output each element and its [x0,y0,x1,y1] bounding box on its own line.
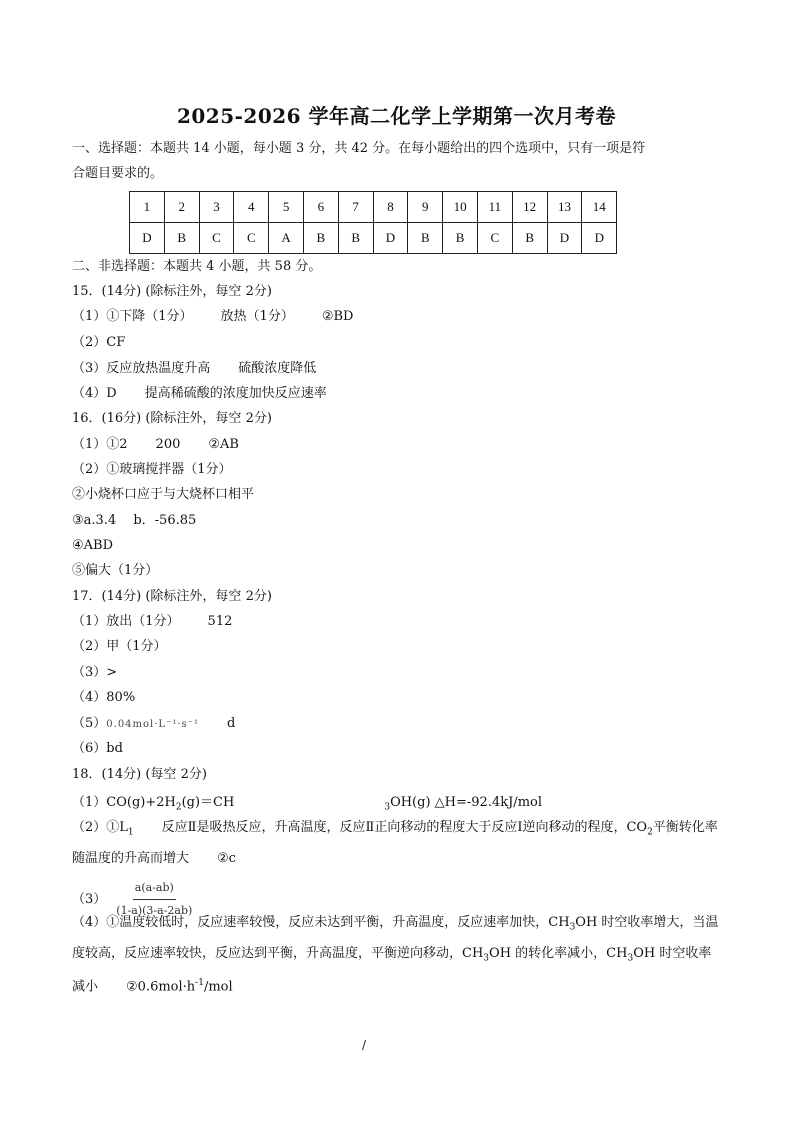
answer-cell: B [512,223,547,254]
subscript: 1 [127,827,134,838]
question-number: 3 [199,192,234,223]
question-number: 11 [477,192,512,223]
question-number: 2 [164,192,199,223]
question-number: 5 [269,192,304,223]
answer-cell: D [582,223,617,254]
equation-part: （1）CO(g)+2H [72,795,176,810]
question-number: 10 [443,192,478,223]
q17-answer-5 [72,716,235,733]
q17-answer-4: （4）80% [72,690,136,705]
answer-text: 反应Ⅱ是吸热反应，升高温度，反应Ⅱ正向移动的程度大于反应Ⅰ逆向移动的程度， [161,820,627,835]
answer-cell: C [234,223,269,254]
q17-header: 17．(14分) (除标注外，每空 2分) [72,589,272,604]
answer-text: 平衡转化率随温度的升高而增大 [72,820,718,866]
q17-answer-1 [72,614,232,630]
subscript: 3 [384,802,391,813]
q16-answer-3: ②小烧杯口应于与大烧杯口相平 [72,487,255,502]
q17-answer-6: （6）bd [72,741,123,756]
answer-table-number-row [130,192,617,223]
answer-cell: B [443,223,478,254]
section2-header: 二、非选择题：本题共 4 小题，共 58 分。 [72,259,322,274]
answer-cell: B [338,223,373,254]
answer-cell: D [130,223,165,254]
answer-text: ②c [217,850,236,866]
q15-answer-2: （2）CF [72,335,126,350]
answer-text: （1）①下降（1分） [72,309,193,324]
answer-text: /mol [203,979,233,995]
answer-text: OH 的转化率减小，CH [489,945,628,961]
q16-answer-6: ⑤偏大（1分） [72,563,159,578]
answer-text: （2）①L [72,820,128,835]
answer-text: OH 时空收率增大，当温度较高，反应速率较快，反应达到平衡，升高温度，平衡逆向移动，CH [72,915,719,961]
q15-answer-3 [72,361,316,377]
subscript: 3 [483,953,490,964]
answer-text: （3） [72,892,107,907]
q17-answer-2: （2）甲（1分） [72,639,167,654]
answer-text: OH 时空收率减小 [72,945,712,995]
q15-answer-1 [72,309,353,325]
question-number: 8 [373,192,408,223]
q18-answer-2 [72,815,724,871]
question-number: 1 [130,192,165,223]
section1-instructions-cont: 合题目要求的。 [72,166,164,181]
equation-part: OH(g) △H=-92.4kJ/mol [390,795,542,810]
fraction-numerator: a(a-ab) [133,878,176,900]
q17-answer-3: （3）> [72,665,118,680]
answer-cell: C [477,223,512,254]
superscript: -1 [195,978,204,989]
question-number: 12 [512,192,547,223]
subscript: 2 [647,827,653,838]
answer-text: （1）放出（1分） [72,614,180,629]
answer-text: （5） [72,716,107,731]
rate-formula: 0.04mol·L⁻¹·s⁻¹ [106,719,199,730]
answer-cell: B [408,223,443,254]
fraction-denominator: (1-a)(3-a-2ab) [116,904,193,917]
answer-text: 提高稀硫酸的浓度加快反应速率 [144,386,327,401]
answer-table [129,191,617,254]
question-number: 6 [303,192,338,223]
question-number: 4 [234,192,269,223]
answer-cell: D [373,223,408,254]
answer-text: 512 [207,614,233,629]
q16-answer-2: （2）①玻璃搅拌器（1分） [72,462,232,477]
subscript: 3 [627,953,634,964]
answer-text: （4）①温度较低时，反应速率较慢，反应未达到平衡，升高温度，反应速率加快，CH [72,915,570,930]
equation-part: (g)＝CH [181,795,235,810]
answer-cell: C [199,223,234,254]
q16-answer-5: ④ABD [72,538,114,553]
answer-text: 200 [155,437,181,452]
answer-cell: A [269,223,304,254]
question-number: 13 [547,192,582,223]
page-title: 2025-2026 学年高二化学上学期第一次月考卷 [176,104,617,128]
answer-cell: B [164,223,199,254]
q16-answer-4: ③a.3.4 b．-56.85 [72,513,197,528]
q18-header: 18．(14分) (每空 2分) [72,767,207,782]
subscript: 3 [569,922,576,933]
answer-text: （3）反应放热温度升高 [72,361,211,376]
q18-answer-4 [72,910,724,1000]
answer-text: d [226,716,236,731]
answer-text: ②0.6mol·h [126,979,196,995]
question-number: 14 [582,192,617,223]
q18-answer-1 [72,795,542,816]
q16-answer-1 [72,437,239,453]
question-number: 9 [408,192,443,223]
q15-header: 15．(14分) (除标注外，每空 2分) [72,284,272,299]
answer-text: 硫酸浓度降低 [238,361,317,376]
section1-instructions: 一、选择题：本题共 14 小题，每小题 3 分，共 42 分。在每小题给出的四个选项中，只有一项是符 [72,141,646,156]
answer-text: （4）D [72,386,117,401]
answer-text: 放热（1分） [220,309,294,324]
answer-text: ②AB [208,437,239,452]
question-number: 7 [338,192,373,223]
q16-header: 16．(16分) (除标注外，每空 2分) [72,411,272,426]
answer-text: CO [626,820,648,835]
q15-answer-4 [72,386,327,402]
page-number: / [362,1038,367,1052]
answer-cell: B [303,223,338,254]
answer-cell: D [547,223,582,254]
answer-table-answer-row [130,223,617,254]
answer-text: ②BD [321,309,354,324]
subscript: 2 [175,802,182,813]
answer-text: （1）①2 [72,437,128,452]
